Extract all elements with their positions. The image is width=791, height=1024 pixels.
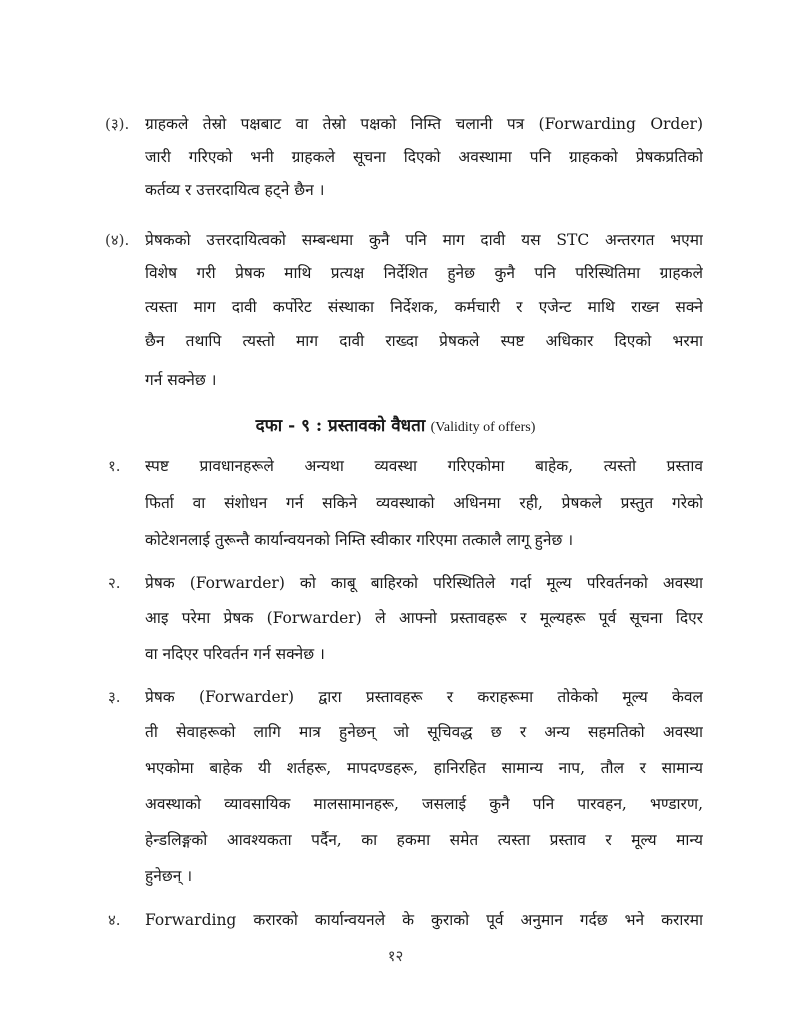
clause-line: हेन्डलिङ्गको आवश्यकता पर्दैन, का हकमा समेत त्यस्ता प्रस्ताव र मूल्य मान्य bbox=[145, 831, 703, 849]
clause-marker: २. bbox=[108, 574, 121, 592]
clause-line: ती सेवाहरूको लागि मात्र हुनेछन् जो सूचिवद्ध छ र अन्य सहमतिको अवस्था bbox=[145, 723, 703, 741]
clause-line: भएकोमा बाहेक यी शर्तहरू, मापदण्डहरू, हानिरहित सामान्य नाप, तौल र सामान्य bbox=[145, 759, 703, 777]
clause-line: फिर्ता वा संशोधन गर्न सकिने व्यवस्थाको अधिनमा रही, प्रेषकले प्रस्तुत गरेको bbox=[145, 494, 703, 512]
clause-line: वा नदिएर परिवर्तन गर्न सक्नेछ । bbox=[145, 645, 325, 663]
section-heading bbox=[0, 414, 791, 440]
clause-line: अवस्थाको व्यावसायिक मालसामानहरू, जसलाई कुनै पनि पारवहन, भण्डारण, bbox=[145, 795, 703, 813]
clause-marker: ४. bbox=[108, 911, 121, 929]
section-heading-devanagari: दफा - ९ : प्रस्तावको वैधता bbox=[255, 416, 426, 436]
clause-line: गर्न सक्नेछ । bbox=[145, 371, 217, 389]
clause-marker: (४). bbox=[105, 231, 130, 249]
clause-line: आइ परेमा प्रेषक (Forwarder) ले आफ्नो प्रस्तावहरू र मूल्यहरू पूर्व सूचना दिएर bbox=[145, 609, 703, 627]
clause-line: प्रेषक (Forwarder) द्वारा प्रस्तावहरू र कराहरूमा तोकेको मूल्य केवल bbox=[145, 688, 703, 706]
clause-line: ग्राहकले तेस्रो पक्षबाट वा तेस्रो पक्षको निम्ति चलानी पत्र (Forwarding Order) bbox=[145, 115, 703, 133]
clause-line: विशेष गरी प्रेषक माथि प्रत्यक्ष निर्देशित हुनेछ कुनै पनि परिस्थितिमा ग्राहकले bbox=[145, 264, 703, 282]
clause-line: त्यस्ता माग दावी कर्पोरेट संस्थाका निर्देशक, कर्मचारी र एजेन्ट माथि राख्न सक्ने bbox=[145, 298, 703, 316]
clause-line: Forwarding करारको कार्यान्वयनले के कुराको पूर्व अनुमान गर्दछ भने करारमा bbox=[145, 911, 703, 929]
section-heading-english: (Validity of offers) bbox=[430, 420, 536, 435]
clause-line: स्पष्ट प्रावधानहरूले अन्यथा व्यवस्था गरिएकोमा बाहेक, त्यस्तो प्रस्ताव bbox=[145, 457, 703, 475]
clause-line: हुनेछन् । bbox=[145, 867, 193, 885]
clause-line: कोटेशनलाई तुरून्तै कार्यान्वयनको निम्ति स्वीकार गरिएमा तत्कालै लागू हुनेछ । bbox=[145, 531, 574, 549]
clause-line: छैन तथापि त्यस्तो माग दावी राख्दा प्रेषकले स्पष्ट अधिकार दिएको भरमा bbox=[145, 332, 703, 350]
clause-line: प्रेषक (Forwarder) को काबू बाहिरको परिस्थितिले गर्दा मूल्य परिवर्तनको अवस्था bbox=[145, 574, 703, 592]
clause-line: जारी गरिएको भनी ग्राहकले सूचना दिएको अवस्थामा पनि ग्राहकको प्रेषकप्रतिको bbox=[145, 148, 703, 166]
clause-marker: ३. bbox=[108, 688, 121, 706]
clause-line: प्रेषकको उत्तरदायित्वको सम्बन्धमा कुनै पनि माग दावी यस STC अन्तरगत भएमा bbox=[145, 231, 703, 249]
clause-line: कर्तव्य र उत्तरदायित्व हट्ने छैन । bbox=[145, 181, 325, 199]
clause-marker: १. bbox=[108, 457, 121, 475]
clause-marker: (३). bbox=[105, 115, 130, 133]
page-number: १२ bbox=[387, 947, 404, 965]
